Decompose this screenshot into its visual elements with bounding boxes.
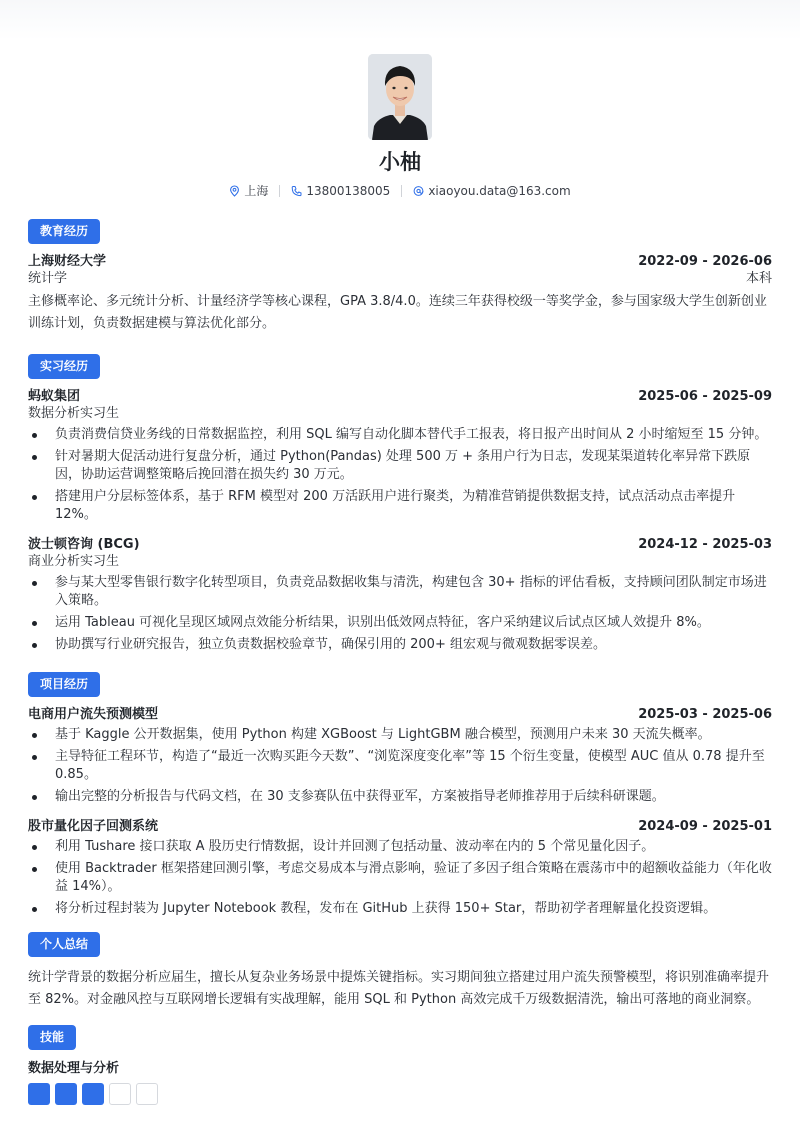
project-row: [28, 818, 772, 835]
email-text[interactable]: xiaoyou.data@163.com: [428, 184, 571, 198]
section-heading-project: 项目经历: [28, 672, 100, 697]
at-sign-icon: [413, 185, 424, 197]
summary-section: [28, 932, 772, 1011]
project-date: 2024-09 - 2025-01: [638, 819, 772, 834]
skill-entry: [28, 1060, 772, 1105]
major: 统计学: [28, 271, 68, 286]
company-name: 波士顿咨询 (BCG): [28, 537, 140, 552]
education-sub-row: [28, 270, 772, 287]
education-row: [28, 253, 772, 270]
bullet-list: [28, 838, 772, 918]
bullet-item: 运用 Tableau 可视化呈现区域网点效能分析结果，识别出低效网点特征，客户采纳建议后试点区域人效提升 8%。: [28, 614, 772, 632]
company-name: 蚂蚁集团: [28, 389, 81, 404]
skill-level-filled: [55, 1083, 77, 1105]
contact-phone: [291, 183, 390, 199]
internship-date: 2025-06 - 2025-09: [638, 389, 772, 404]
profile-photo: [368, 54, 432, 140]
divider: [279, 185, 280, 197]
internship-entry: [28, 536, 772, 654]
section-heading-summary: 个人总结: [28, 932, 100, 957]
bullet-item: 搭建用户分层标签体系，基于 RFM 模型对 200 万活跃用户进行聚类，为精准营销提供数据支持，试点活动点击率提升 12%。: [28, 488, 772, 524]
project-name: 电商用户流失预测模型: [28, 707, 159, 722]
degree: 本科: [745, 271, 772, 286]
project-row: [28, 706, 772, 723]
summary-text: 统计学背景的数据分析应届生，擅长从复杂业务场景中提炼关键指标。实习期间独立搭建过用户流失预警模型，将识别准确率提升至 82%。对金融风控与互联网增长逻辑有实战理解，能用 SQL 和 Python 高效完成千万级数据清洗，输出可落地的商业洞察。: [28, 970, 770, 1007]
resume-body: [28, 219, 772, 1105]
education-description: 主修概率论、多元统计分析、计量经济学等核心课程，GPA 3.8/4.0。连续三年获得校级一等奖学金，参与国家级大学生创新创业训练计划，负责数据建模与算法优化部分。: [28, 294, 767, 331]
bullet-list: [28, 426, 772, 524]
contact-bar: [0, 183, 800, 199]
section-heading-education: 教育经历: [28, 219, 100, 244]
skill-level-meter: [28, 1083, 772, 1105]
bullet-item: 负责消费信贷业务线的日常数据监控，利用 SQL 编写自动化脚本替代手工报表，将日报产出时间从 2 小时缩短至 15 分钟。: [28, 426, 772, 444]
bullet-item: 针对暑期大促活动进行复盘分析，通过 Python(Pandas) 处理 500 万 + 条用户行为日志，发现某渠道转化率异常下跌原因，协助运营调整策略后挽回潜在损失约 30 万元。: [28, 448, 772, 484]
project-section: [28, 672, 772, 918]
location-pin-icon: [229, 185, 240, 197]
project-name: 股市量化因子回测系统: [28, 819, 159, 834]
education-date: 2022-09 - 2026-06: [638, 254, 772, 269]
bullet-item: 输出完整的分析报告与代码文档，在 30 支参赛队伍中获得亚军，方案被指导老师推荐用于后续科研课题。: [28, 788, 772, 806]
phone-icon: [291, 185, 302, 197]
internship-entry: [28, 388, 772, 524]
phone-text: 13800138005: [306, 184, 391, 198]
bullet-item: 参与某大型零售银行数字化转型项目，负责竞品数据收集与清洗，构建包含 30+ 指标的评估看板，支持顾问团队制定市场进入策略。: [28, 574, 772, 610]
skill-level-empty: [136, 1083, 158, 1105]
bullet-item: 使用 Backtrader 框架搭建回测引擎，考虑交易成本与滑点影响，验证了多因子组合策略在震荡市中的超额收益能力（年化收益 14%）。: [28, 860, 772, 896]
project-entry: [28, 818, 772, 918]
bullet-item: 将分析过程封装为 Jupyter Notebook 教程，发布在 GitHub 上获得 150+ Star，帮助初学者理解量化投资逻辑。: [28, 900, 772, 918]
internship-row: [28, 536, 772, 553]
internship-date: 2024-12 - 2025-03: [638, 537, 772, 552]
internship-section: [28, 354, 772, 654]
bullet-item: 主导特征工程环节，构造了“最近一次购买距今天数”、“浏览深度变化率”等 15 个衍生变量，使模型 AUC 值从 0.78 提升至 0.85。: [28, 748, 772, 784]
internship-row: [28, 388, 772, 405]
bullet-item: 利用 Tushare 接口获取 A 股历史行情数据，设计并回测了包括动量、波动率在内的 5 个常见量化因子。: [28, 838, 772, 856]
bullet-list: [28, 574, 772, 654]
skill-level-empty: [109, 1083, 131, 1105]
bullet-item: 基于 Kaggle 公开数据集，使用 Python 构建 XGBoost 与 LightGBM 融合模型，预测用户未来 30 天流失概率。: [28, 726, 772, 744]
job-role: 商业分析实习生: [28, 554, 120, 569]
candidate-name: 小柚: [379, 150, 421, 174]
job-role: 数据分析实习生: [28, 406, 120, 421]
resume-header: [0, 54, 800, 199]
divider: [401, 185, 402, 197]
project-date: 2025-03 - 2025-06: [638, 707, 772, 722]
skill-level-filled: [82, 1083, 104, 1105]
skill-name: 数据处理与分析: [28, 1061, 120, 1076]
contact-location: [229, 183, 268, 199]
contact-email[interactable]: [413, 183, 570, 199]
school-name: 上海财经大学: [28, 254, 107, 269]
section-heading-skills: 技能: [28, 1025, 76, 1050]
skill-level-filled: [28, 1083, 50, 1105]
project-entry: [28, 706, 772, 806]
location-text: 上海: [244, 184, 269, 198]
bullet-list: [28, 726, 772, 806]
education-section: [28, 219, 772, 335]
bullet-item: 协助撰写行业研究报告，独立负责数据校验章节，确保引用的 200+ 组宏观与微观数据零误差。: [28, 636, 772, 654]
skills-section: [28, 1025, 772, 1105]
section-heading-internship: 实习经历: [28, 354, 100, 379]
